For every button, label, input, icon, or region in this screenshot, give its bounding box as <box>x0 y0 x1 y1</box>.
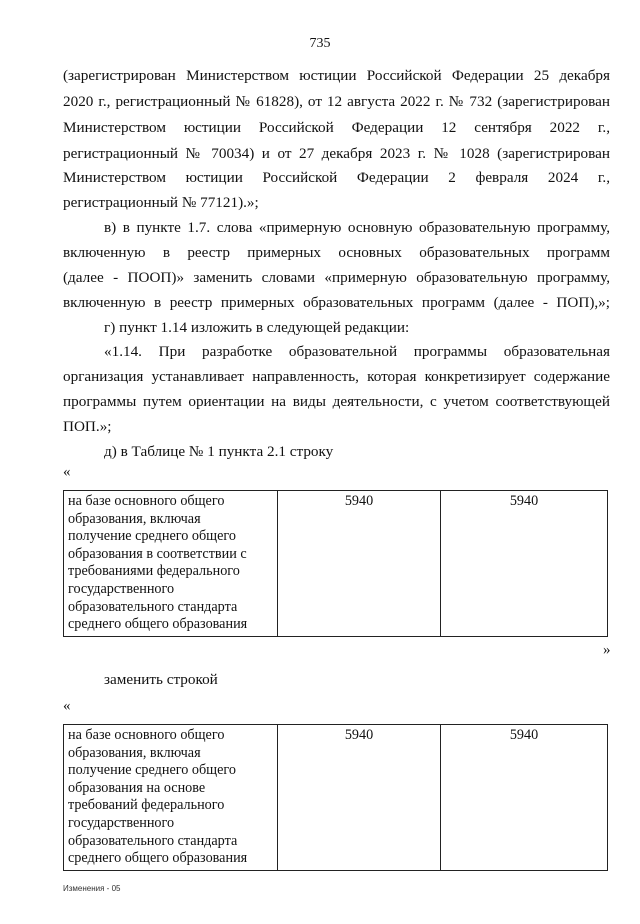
text-line: организация устанавливает направленность, которая конкретизирует содержание <box>63 368 610 385</box>
cell-text-line: образования, включая <box>68 510 201 527</box>
table-cell-value-1: 5940 <box>278 491 441 637</box>
cell-text-line: образовательного стандарта <box>68 832 238 849</box>
cell-text-line: государственного <box>68 580 175 597</box>
text-line: 2020 г., регистрационный № 61828), от 12 августа 2022 г. № 732 (зарегистрирован <box>63 93 610 110</box>
open-quote-2: « <box>63 698 71 714</box>
table-cell-value-2: 5940 <box>441 725 608 871</box>
cell-text-line: образования, включая <box>68 744 201 761</box>
table-row <box>64 491 608 637</box>
cell-text-line: на базе основного общего <box>68 493 225 509</box>
text-line: д) в Таблице № 1 пункта 2.1 строку <box>104 443 334 460</box>
open-quote: « <box>63 464 71 480</box>
table-row <box>64 725 608 871</box>
cell-text-line: среднего общего образования <box>68 850 248 867</box>
text-line: Министерством юстиции Российской Федерации 2 февраля 2024 г., <box>63 169 610 186</box>
cell-text-line: получение среднего общего <box>68 528 236 545</box>
cell-text-line: требований федерального <box>68 797 225 814</box>
cell-text-line: требованиями федерального <box>68 563 240 580</box>
cell-text-line: на базе основного общего <box>68 727 225 743</box>
text-line: «1.14. При разработке образовательной программы образовательная <box>104 343 610 360</box>
table-cell-value-1: 5940 <box>278 725 441 871</box>
page-number: 735 <box>309 36 331 51</box>
text-line: включенную в реестр примерных образовательных программ (далее - ПОП),»; <box>63 294 610 311</box>
footer-note: Изменения - 05 <box>63 884 121 893</box>
text-line: включенную в реестр примерных основных образовательных программ <box>63 244 610 261</box>
text-line: (далее - ПООП)» заменить словами «примерную образовательную программу, <box>63 269 610 286</box>
text-line: программы путем ориентации на виды деятельности, с учетом соответствующей <box>63 393 610 410</box>
text-line: г) пункт 1.14 изложить в следующей редакции: <box>104 319 410 336</box>
cell-text-line: среднего общего образования <box>68 616 248 633</box>
replace-text: заменить строкой <box>104 671 218 688</box>
cell-text-line: образования на основе <box>68 779 206 796</box>
text-line: в) в пункте 1.7. слова «примерную основную образовательную программу, <box>104 219 610 236</box>
cell-text-line: образовательного стандарта <box>68 598 238 615</box>
text-line: регистрационный № 77121).»; <box>63 194 259 211</box>
table-old-row <box>63 490 608 637</box>
table-cell-description <box>64 491 278 637</box>
text-line: ПОП.»; <box>63 418 112 435</box>
cell-text-line: образования в соответствии с <box>68 545 247 562</box>
text-line: Министерством юстиции Российской Федерации 12 сентября 2022 г., <box>63 119 610 136</box>
text-line: регистрационный № 70034) и от 27 декабря 2023 г. № 1028 (зарегистрирован <box>63 145 610 162</box>
cell-text-line: получение среднего общего <box>68 762 236 779</box>
table-cell-value-2: 5940 <box>441 491 608 637</box>
table-new-row <box>63 724 608 871</box>
close-quote: » <box>603 642 611 658</box>
cell-text-line: государственного <box>68 814 175 831</box>
table-cell-description <box>64 725 278 871</box>
text-line: (зарегистрирован Министерством юстиции Российской Федерации 25 декабря <box>63 67 610 84</box>
